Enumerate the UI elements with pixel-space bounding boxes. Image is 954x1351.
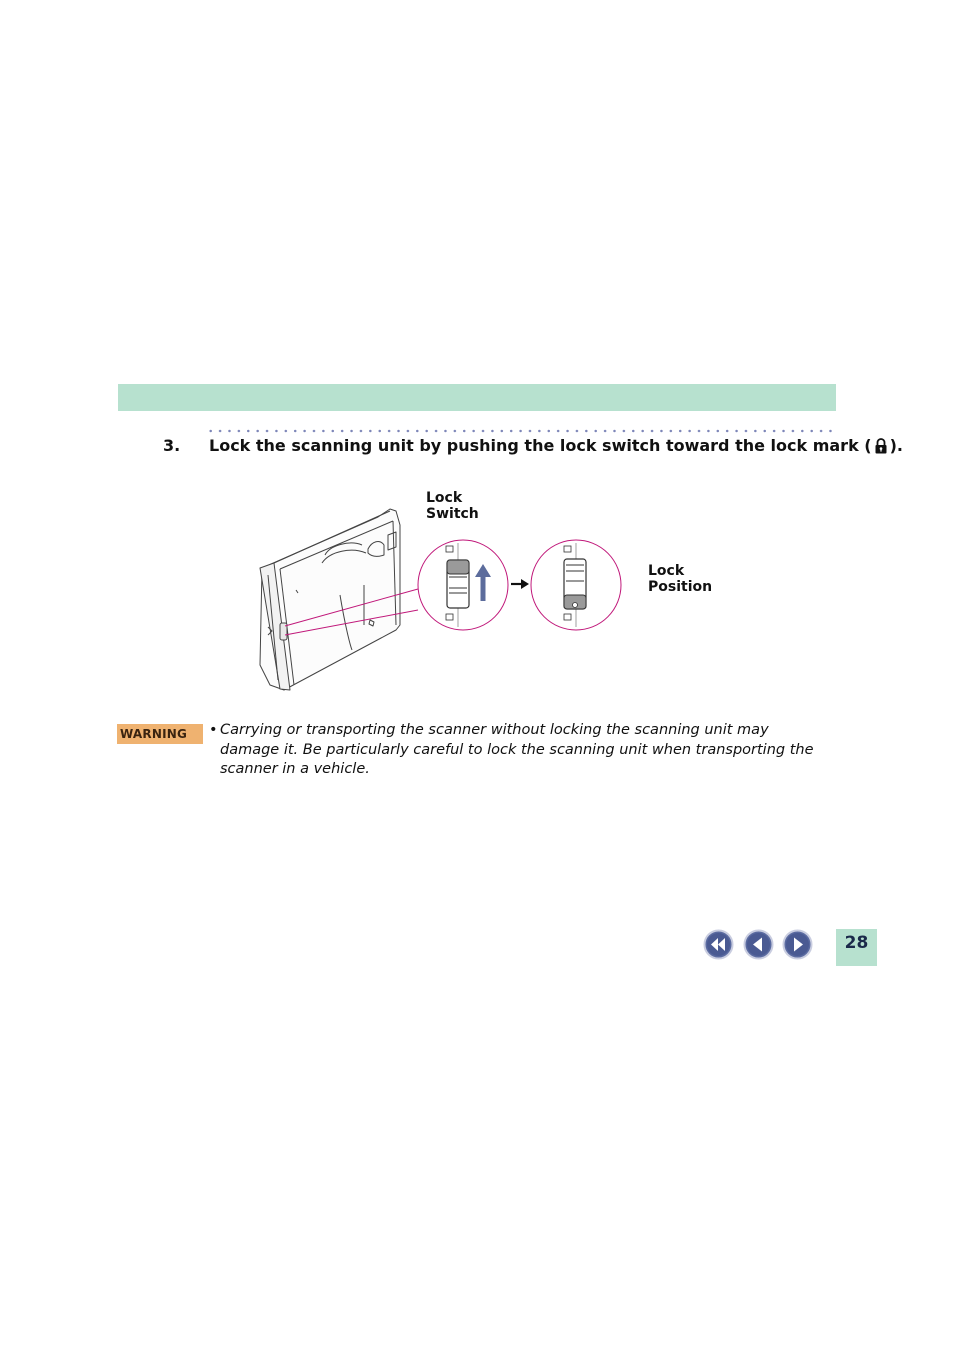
step-text <box>209 436 903 459</box>
lock-switch-label-line2: Switch <box>426 506 479 522</box>
lock-icon <box>874 438 888 459</box>
step-text-after: ). <box>889 436 903 455</box>
lock-position-label <box>648 563 712 595</box>
dotted-divider <box>206 429 836 433</box>
first-page-button[interactable] <box>703 929 734 960</box>
warning-bullet: • <box>209 722 218 738</box>
transition-arrow <box>511 579 529 589</box>
lock-switch-label <box>426 490 479 522</box>
warning-badge: WARNING <box>117 724 203 744</box>
lock-switch-label-line1: Lock <box>426 490 463 506</box>
warning-text: Carrying or transporting the scanner without locking the scanning unit may damage it. Be particularly careful to lock the scanning unit when transporting the scanner in a vehicle. <box>220 722 814 777</box>
switch-unlocked-detail <box>418 540 508 630</box>
step-number: 3. <box>163 436 181 455</box>
first-page-icon <box>703 929 734 960</box>
step-text-before: Lock the scanning unit by pushing the lock switch toward the lock mark ( <box>209 436 872 455</box>
lock-switch-illustration <box>250 485 720 700</box>
next-page-button[interactable] <box>782 929 813 960</box>
lock-position-label-line1: Lock <box>648 563 685 579</box>
previous-page-icon <box>743 929 774 960</box>
page-number: 28 <box>836 929 877 966</box>
switch-locked-detail <box>531 540 621 630</box>
warning-note <box>209 721 829 780</box>
lock-position-label-line2: Position <box>648 579 713 595</box>
next-page-icon <box>782 929 813 960</box>
header-band <box>118 384 836 411</box>
previous-page-button[interactable] <box>743 929 774 960</box>
